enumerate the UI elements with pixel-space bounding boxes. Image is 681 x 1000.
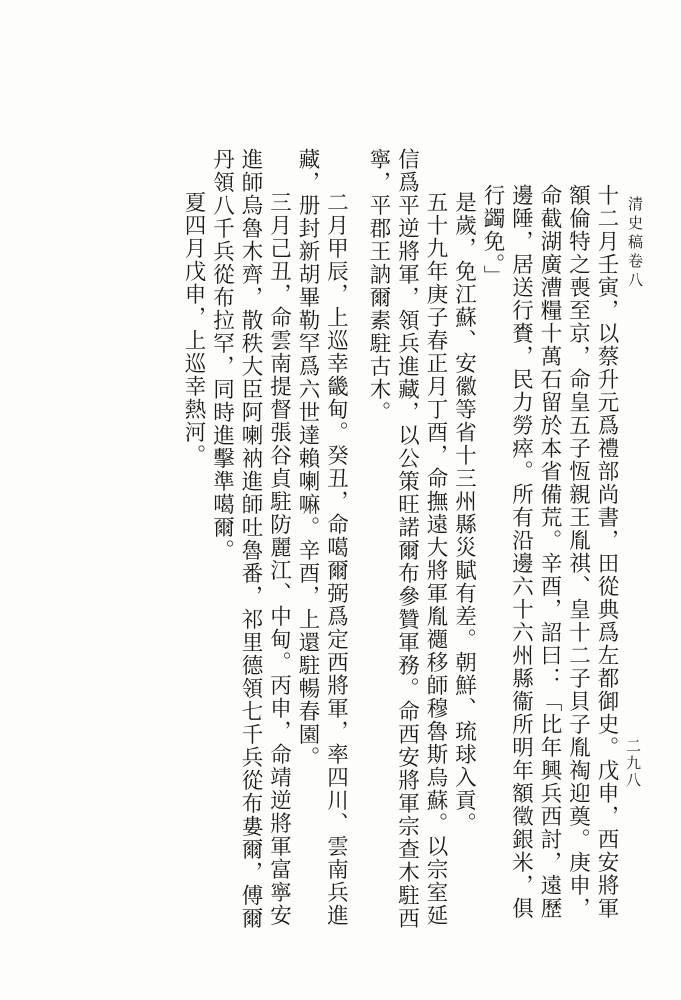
paragraph-this-year: 是歲，免江蘇、安徽等省十三州縣災賦有差。朝鮮、琉球入貢。 <box>451 191 477 835</box>
paragraph-third-month: 三月己丑，命雲南提督張谷貞駐防麗江、中甸。丙申，命靖逆將軍富寧安進師烏魯木齊，散秩大臣阿喇衲進師吐魯番，祁里德領七千兵從布婁爾，傅爾丹領八千兵從布拉罕，同時進擊準噶爾。 <box>209 148 292 930</box>
running-header-title: 清史稿卷八 <box>626 196 644 291</box>
body-text-column-block <box>60 148 620 938</box>
paragraph-second-month: 二月甲辰，上巡幸畿甸。癸丑，命噶爾弼爲定西將軍，率四川、雲南兵進藏，册封新胡畢勒罕爲六世達賴喇嘛。辛酉，上還駐暢春園。 <box>295 148 349 927</box>
paragraph-fourth-month: 夏四月戊申，上巡幸熱河。 <box>181 191 206 467</box>
paragraph-year-fifty-nine: 五十九年庚子春正月丁酉，命撫遠大將軍胤禵移師穆魯斯烏蘇。以宗室延信爲平逆將軍，領兵進藏，以公策旺諾爾布參贊軍務。命西安將軍宗查木駐西寧，平郡王訥爾素駐古木。 <box>366 148 448 930</box>
page-number: 二九八 <box>624 738 642 789</box>
paragraph-twelfth-month: 十二月壬寅，以蔡升元爲禮部尚書，田從典爲左都御史。戊申，西安將軍額倫特之喪至京，命皇五子恆親王胤祺、皇十二子貝子胤祹迎奠。庚申，命截湖廣漕糧十萬石留於本省備荒。辛酉，詔曰：「比年興兵西討，遠歷邊陲，居送行賚，民力勞瘁。所有沿邊六十六州縣衞所明年額徵銀米，俱行蠲免。」 <box>480 184 619 920</box>
